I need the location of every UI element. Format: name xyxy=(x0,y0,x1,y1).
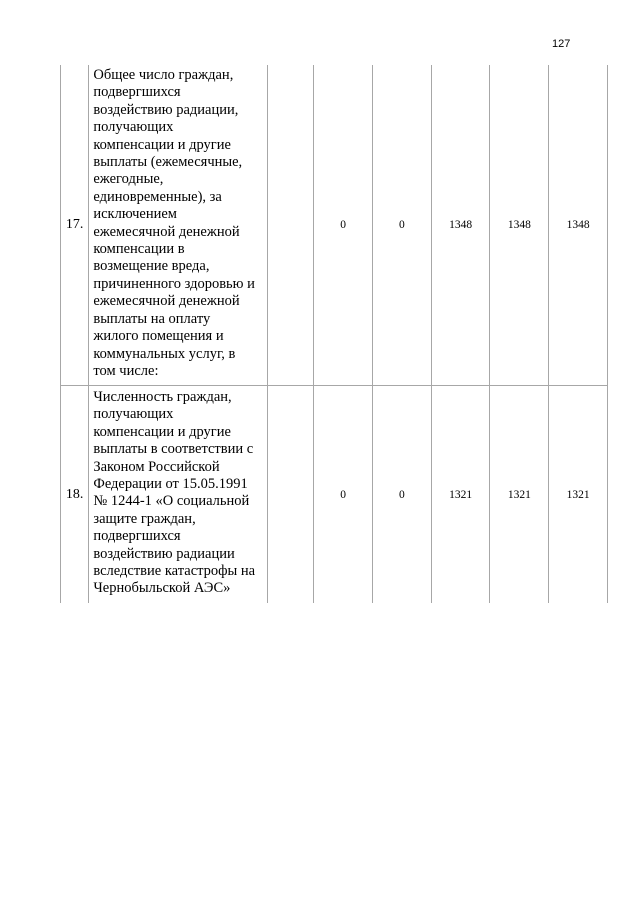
value-cell: 0 xyxy=(372,386,431,604)
table-row xyxy=(61,65,608,386)
row-description xyxy=(89,65,267,386)
description-line: Федерации от 15.05.1991 xyxy=(93,476,248,493)
description-line: компенсации и другие xyxy=(93,136,231,153)
description-line: Чернобыльской АЭС» xyxy=(93,580,231,597)
value-cell: 0 xyxy=(314,386,373,604)
value-cell: 1348 xyxy=(549,65,608,386)
description-line: жилого помещения и xyxy=(93,328,224,345)
description-line: воздействию радиации xyxy=(93,545,235,562)
description-line: № 1244-1 «О социальной xyxy=(93,493,250,510)
empty-cell xyxy=(267,386,314,604)
description-line: подвергшихся xyxy=(93,528,181,545)
value-cell: 1348 xyxy=(431,65,490,386)
description-line: получающих xyxy=(93,406,174,423)
description-line: компенсации и другие xyxy=(93,423,231,440)
description-line: вследствие катастрофы на xyxy=(93,563,256,580)
description-line: выплаты на оплату xyxy=(93,310,211,327)
description-line: Численность граждан, xyxy=(93,389,232,405)
table-row xyxy=(61,386,608,604)
description-line: причиненного здоровью и xyxy=(93,275,255,292)
page-number: 127 xyxy=(552,38,571,50)
description-line: единовременные), за xyxy=(93,188,222,205)
description-line: компенсации в xyxy=(93,241,185,258)
description-line: Общее число граждан, xyxy=(93,67,234,83)
value-cell: 1321 xyxy=(490,386,549,604)
description-line: ежегодные, xyxy=(93,171,164,188)
description-line: получающих xyxy=(93,119,174,136)
description-line: исключением xyxy=(93,206,177,223)
description-line: возмещение вреда, xyxy=(93,258,210,275)
description-line: том числе: xyxy=(93,362,159,379)
value-cell: 0 xyxy=(372,65,431,386)
value-cell: 1321 xyxy=(549,386,608,604)
row-description xyxy=(89,386,267,604)
description-line: коммунальных услуг, в xyxy=(93,345,236,362)
value-cell: 0 xyxy=(314,65,373,386)
description-line: подвергшихся xyxy=(93,84,181,101)
description-line: выплаты в соответствии с xyxy=(93,441,254,458)
empty-cell xyxy=(267,65,314,386)
value-cell: 1321 xyxy=(431,386,490,604)
row-number: 18. xyxy=(61,386,89,604)
description-line: Законом Российской xyxy=(93,458,220,475)
description-line: ежемесячной денежной xyxy=(93,223,240,240)
value-cell: 1348 xyxy=(490,65,549,386)
description-line: ежемесячной денежной xyxy=(93,293,240,310)
description-line: выплаты (ежемесячные, xyxy=(93,154,243,171)
description-line: воздействию радиации, xyxy=(93,101,239,118)
data-table xyxy=(60,65,608,603)
row-number: 17. xyxy=(61,65,89,386)
description-line: защите граждан, xyxy=(93,510,196,527)
